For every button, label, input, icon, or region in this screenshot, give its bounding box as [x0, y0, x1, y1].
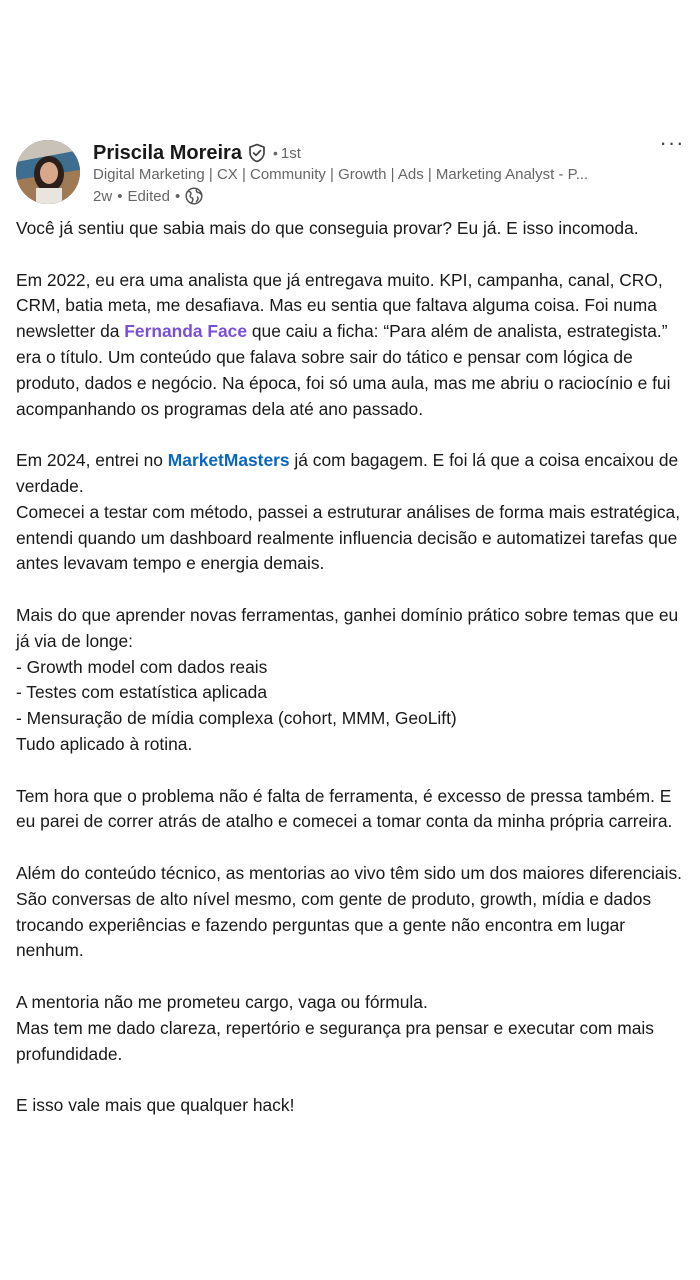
- paragraph-text: Em 2024, entrei no: [16, 450, 168, 471]
- post-header: [16, 140, 686, 208]
- author-avatar[interactable]: [16, 140, 80, 204]
- connection-degree: 1st: [280, 144, 301, 162]
- avatar-photo: [16, 140, 80, 204]
- meta-separator: •: [117, 187, 123, 205]
- author-name-row: [93, 140, 301, 166]
- paragraph: [16, 268, 688, 423]
- paragraph-text: Em 2022, eu era uma analista que já entregava muito. KPI, campanha, canal, CRO, CRM, batia meta, me desafiava. Mas eu sentia que faltava alguma coisa. Foi numa newsletter da: [16, 269, 663, 342]
- list-item: - Mensuração de mídia complexa (cohort, MMM, GeoLift): [16, 708, 457, 729]
- paragraph-text: já com bagagem. E foi lá que a coisa encaixou de verdade.: [16, 450, 679, 496]
- post-body: [16, 216, 688, 1119]
- paragraph: Mais do que aprender novas ferramentas, ganhei domínio prático sobre temas que eu já via de longe:: [16, 604, 679, 651]
- paragraph-gap: [16, 964, 688, 990]
- paragraph-gap: [16, 242, 688, 268]
- meta-separator: •: [175, 187, 181, 205]
- globe-icon: [185, 187, 203, 205]
- paragraph: Tudo aplicado à rotina.: [16, 733, 193, 754]
- author-name[interactable]: Priscila Moreira: [93, 141, 242, 164]
- paragraph: Além do conteúdo técnico, as mentorias ao vivo têm sido um dos maiores diferenciais. São conversas de alto nível mesmo, com gente de produto, growth, mídia e dados trocando experiências e fazendo perguntas que a gente não encontra em lugar nenhum.: [16, 862, 682, 961]
- edited-label: Edited: [127, 187, 170, 205]
- paragraph: E isso vale mais que qualquer hack!: [16, 1095, 295, 1116]
- mention-marketmasters[interactable]: MarketMasters: [167, 450, 290, 471]
- degree-separator: •: [272, 145, 278, 161]
- post-time: 2w: [93, 187, 113, 205]
- paragraph-gap: [16, 1067, 688, 1093]
- post-meta: [93, 186, 203, 206]
- verified-shield-icon: [247, 143, 267, 163]
- author-headline: Digital Marketing | CX | Community | Growth | Ads | Marketing Analyst - P...: [93, 166, 589, 183]
- list-item: - Testes com estatística aplicada: [16, 682, 267, 703]
- more-options-button[interactable]: ···: [659, 130, 685, 155]
- paragraph: Comecei a testar com método, passei a estruturar análises de forma mais estratégica, entendi quando um dashboard realmente influencia decisão e automatizei tarefas que antes levavam tempo e energia demais.: [16, 501, 681, 574]
- list-item: - Growth model com dados reais: [16, 656, 268, 677]
- paragraph-gap: [16, 835, 688, 861]
- mention-fernanda-face[interactable]: Fernanda Face: [124, 321, 248, 342]
- paragraph: Você já sentiu que sabia mais do que conseguia provar? Eu já. E isso incomoda.: [16, 218, 639, 238]
- paragraph-text: que caiu a ficha: “Para além de analista, estrategista.” era o título. Um conteúdo que falava sobre sair do tático e pensar com lógica de produto, dados e negócio. Na época, foi só uma aula, mas me abriu o raciocínio e fui acompanhando os programas dela até ano passado.: [16, 321, 671, 419]
- paragraph-gap: [16, 577, 688, 603]
- paragraph: Mas tem me dado clareza, repertório e segurança pra pensar e executar com mais profundidade.: [16, 1017, 654, 1064]
- paragraph-gap: [16, 758, 688, 784]
- paragraph: Tem hora que o problema não é falta de ferramenta, é excesso de pressa também. E eu parei de correr atrás de atalho e comecei a tomar conta da minha própria carreira.: [16, 785, 673, 832]
- paragraph: [16, 448, 688, 500]
- paragraph: A mentoria não me prometeu cargo, vaga ou fórmula.: [16, 991, 428, 1012]
- paragraph-gap: [16, 422, 688, 448]
